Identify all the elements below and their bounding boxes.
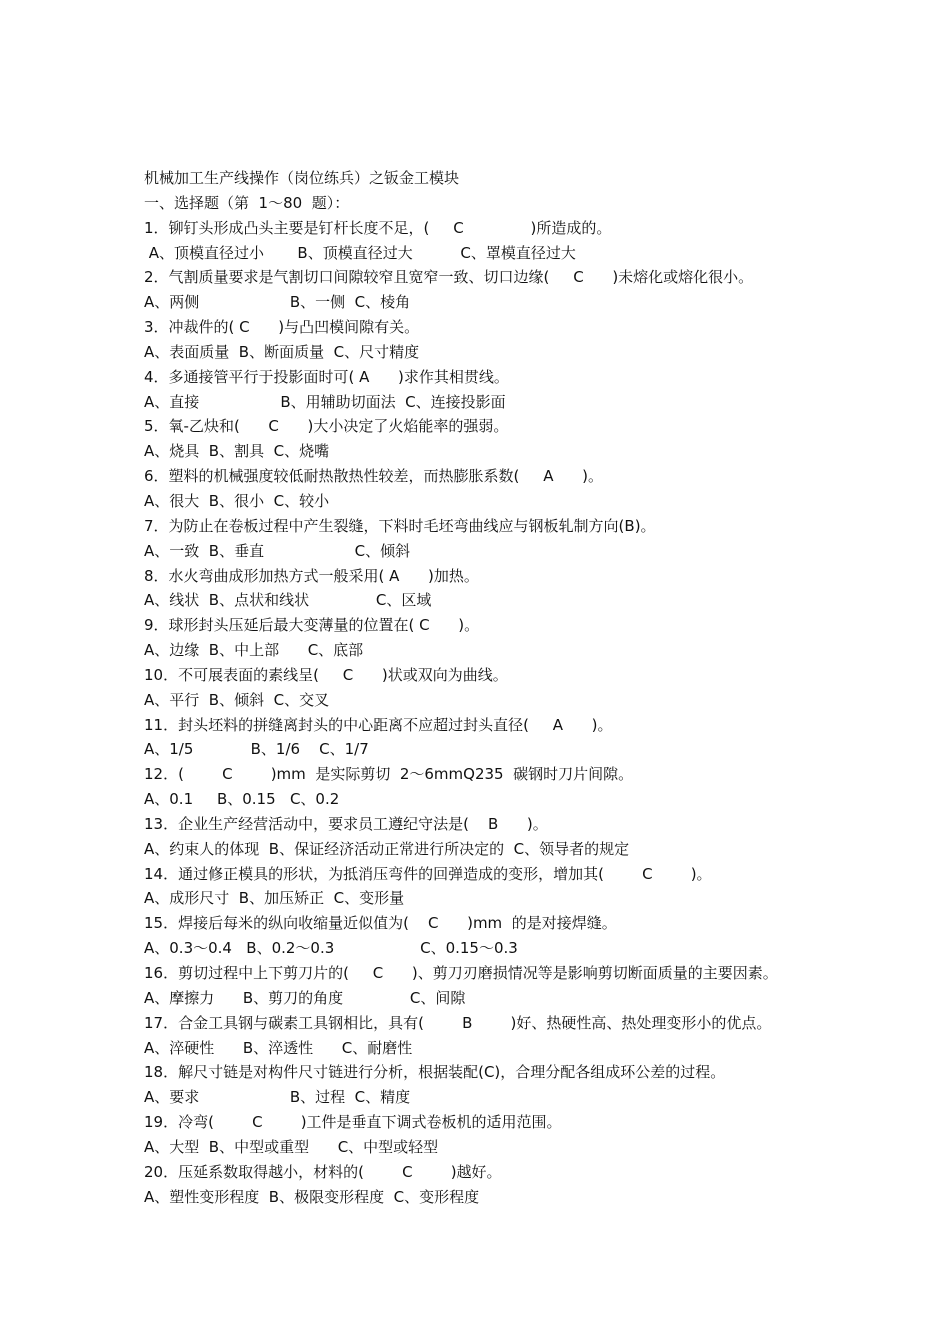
question-stem: 19．冷弯( C )工件是垂直下调式卷板机的适用范围。 bbox=[144, 1113, 562, 1132]
question-stem: 4．多通接管平行于投影面时可( A )求作其相贯线。 bbox=[144, 367, 509, 386]
question-options: A、要求 B、过程 C、精度 bbox=[144, 1088, 411, 1107]
question-options: A、边缘 B、中上部 C、底部 bbox=[144, 641, 364, 660]
question-options: A、烧具 B、割具 C、烧嘴 bbox=[144, 442, 330, 461]
question-stem: 6．塑料的机械强度较低耐热散热性较差，而热膨胀系数( A )。 bbox=[144, 467, 603, 486]
question-stem: 2．气割质量要求是气割切口间隙较窄且宽窄一致、切口边缘( C )未熔化或熔化很小。 bbox=[144, 268, 754, 287]
question-stem: 3．冲裁件的( C )与凸凹模间隙有关。 bbox=[144, 318, 420, 337]
question-stem: 16．剪切过程中上下剪刀片的( C )、剪刀刃磨损情况等是影响剪切断面质量的主要因素。 bbox=[144, 964, 778, 982]
question-options: A、0.3～0.4 B、0.2～0.3 C、0.15～0.3 bbox=[144, 939, 518, 958]
question-stem: 11．封头坯料的拼缝离封头的中心距离不应超过封头直径( A )。 bbox=[144, 715, 613, 734]
question-options: A、表面质量 B、断面质量 C、尺寸精度 bbox=[144, 342, 420, 361]
question-options: A、很大 B、很小 C、较小 bbox=[144, 491, 330, 510]
question-options: A、摩擦力 B、剪刀的角度 C、间隙 bbox=[144, 988, 466, 1007]
question-stem: 20．压延系数取得越小，材料的( C )越好。 bbox=[144, 1162, 502, 1181]
question-options: A、淬硬性 B、淬透性 C、耐磨性 bbox=[144, 1038, 413, 1057]
question-stem: 15．焊接后每米的纵向收缩量近似值为( C )mm 的是对接焊缝。 bbox=[144, 914, 617, 933]
question-options: A、1/5 B、1/6 C、1/7 bbox=[144, 740, 369, 759]
question-options: A、0.1 B、0.15 C、0.2 bbox=[144, 790, 340, 809]
question-options: A、直接 B、用辅助切面法 C、连接投影面 bbox=[144, 392, 506, 411]
question-stem: 17．合金工具钢与碳素工具钢相比，具有( B )好、热硬性高、热处理变形小的优点。 bbox=[144, 1013, 772, 1032]
question-stem: 5．氧-乙炔和( C )大小决定了火焰能率的强弱。 bbox=[144, 417, 509, 436]
question-stem: 9．球形封头压延后最大变薄量的位置在( C )。 bbox=[144, 616, 480, 635]
question-stem: 8．水火弯曲成形加热方式一般采用( A )加热。 bbox=[144, 566, 479, 585]
question-options: A、平行 B、倾斜 C、交叉 bbox=[144, 690, 330, 709]
question-options: A、约束人的体现 B、保证经济活动正常进行所决定的 C、领导者的规定 bbox=[144, 839, 630, 858]
section-heading: 一、选择题（第 1～80 题）： bbox=[144, 193, 350, 212]
question-stem: 7．为防止在卷板过程中产生裂缝，下料时毛坯弯曲线应与钢板轧制方向(B)。 bbox=[144, 516, 656, 535]
document-title: 机械加工生产线操作（岗位练兵）之钣金工模块 bbox=[144, 169, 460, 187]
question-stem: 14．通过修正模具的形状，为抵消压弯件的回弹造成的变形，增加其( C )。 bbox=[144, 864, 712, 883]
question-options: A、塑性变形程度 B、极限变形程度 C、变形程度 bbox=[144, 1187, 480, 1206]
question-options: A、顶模直径过小 B、顶模直径过大 C、罩模直径过大 bbox=[144, 243, 576, 262]
question-stem: 13．企业生产经营活动中，要求员工遵纪守法是( B )。 bbox=[144, 814, 548, 833]
question-stem: 12．( C )mm 是实际剪切 2～6mmQ235 碳钢时刀片间隙。 bbox=[144, 765, 634, 784]
question-options: A、大型 B、中型或重型 C、中型或轻型 bbox=[144, 1137, 439, 1156]
question-stem: 18．解尺寸链是对构件尺寸链进行分析，根据装配(C)，合理分配各组成环公差的过程。 bbox=[144, 1063, 726, 1082]
question-options: A、成形尺寸 B、加压矫正 C、变形量 bbox=[144, 889, 405, 908]
question-stem: 1．铆钉头形成凸头主要是钉杆长度不足，( C )所造成的。 bbox=[144, 218, 612, 237]
document-body bbox=[144, 166, 834, 1209]
question-options: A、两侧 B、一侧 C、棱角 bbox=[144, 293, 411, 312]
question-options: A、线状 B、点状和线状 C、区域 bbox=[144, 591, 432, 610]
question-stem: 10．不可展表面的素线呈( C )状或双向为曲线。 bbox=[144, 665, 508, 684]
question-options: A、一致 B、垂直 C、倾斜 bbox=[144, 541, 411, 560]
